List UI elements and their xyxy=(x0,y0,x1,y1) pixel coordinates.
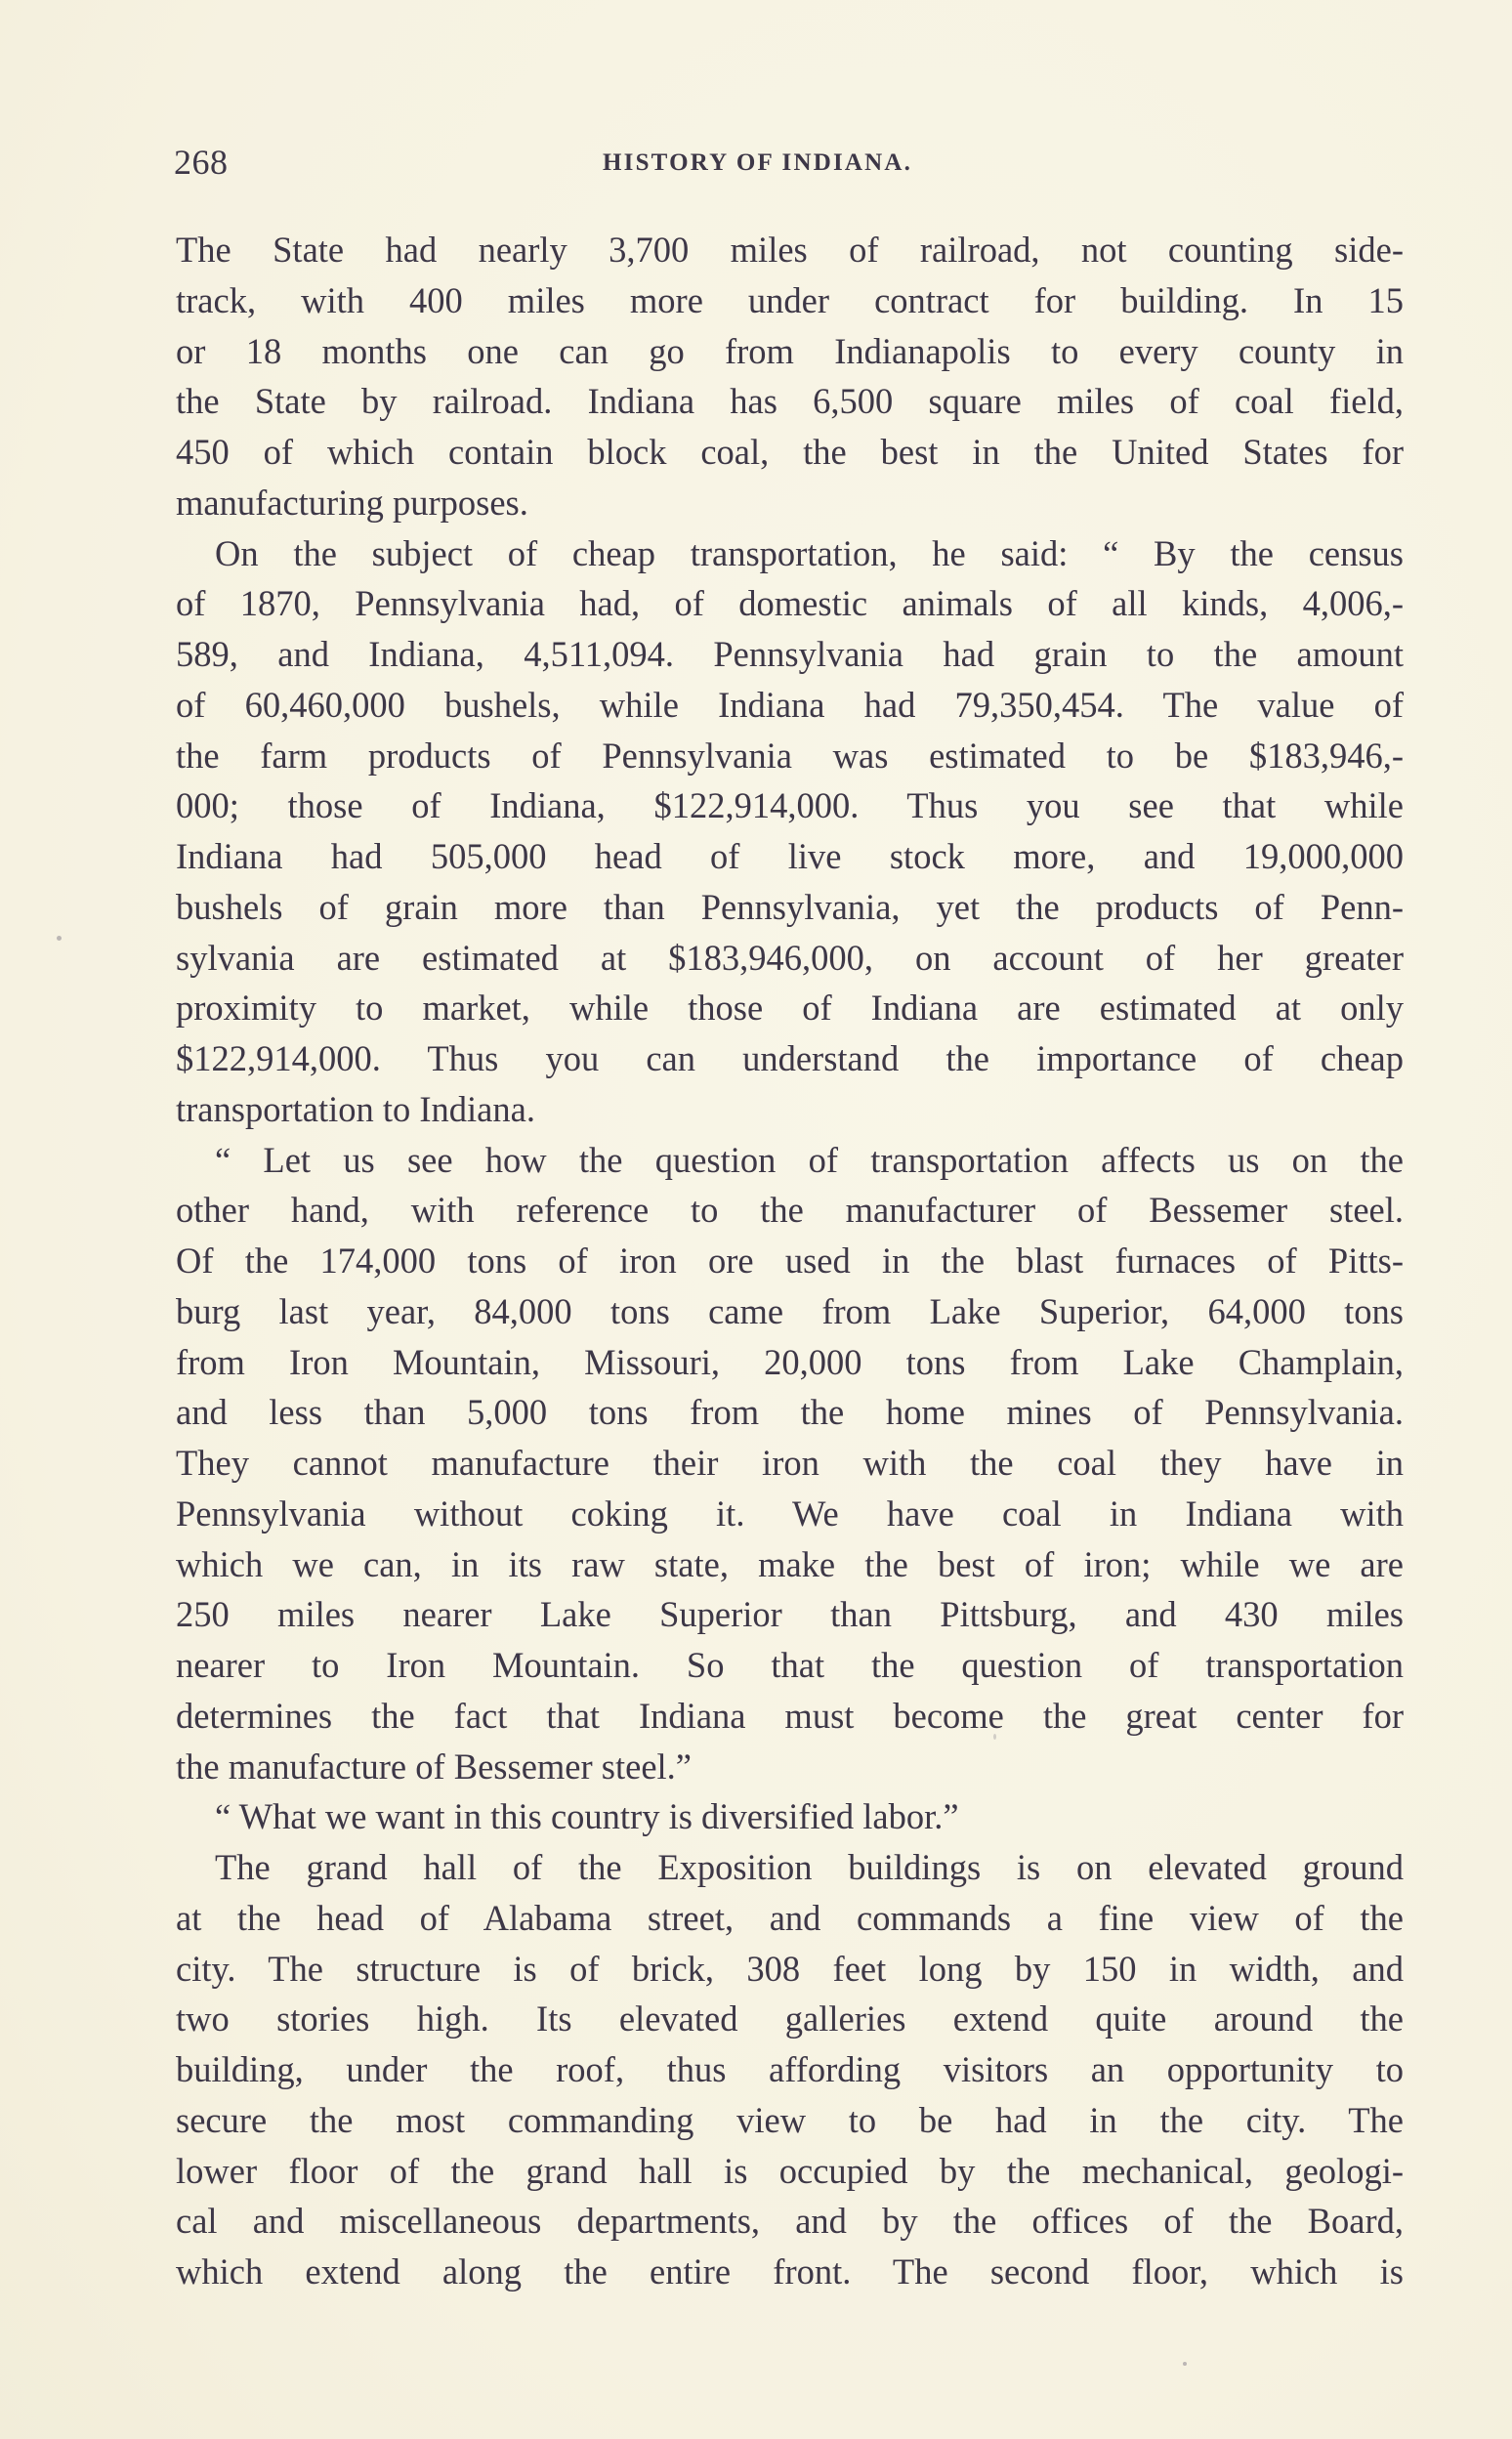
text-line: secure the most commanding view to be had in the city. The xyxy=(176,2099,1404,2140)
text-line: Of the 174,000 tons of iron ore used in the blast furnaces of Pitts- xyxy=(176,1241,1404,1281)
text-line: bushels of grain more than Pennsylvania, yet the products of Penn- xyxy=(176,886,1404,927)
text-line: building, under the roof, thus affording visitors an opportunity to xyxy=(176,2049,1404,2089)
text-line: The State had nearly 3,700 miles of railroad, not counting side- xyxy=(176,230,1404,270)
text-line: at the head of Alabama street, and commands a fine view of the xyxy=(176,1897,1404,1938)
text-line: track, with 400 miles more under contract for building. In 15 xyxy=(176,279,1404,320)
text-line: the farm products of Pennsylvania was estimated to be $183,946,- xyxy=(176,735,1404,776)
text-line: and less than 5,000 tons from the home mines of Pennsylvania. xyxy=(176,1392,1404,1433)
text-line: which extend along the entire front. The second floor, which is xyxy=(176,2251,1404,2292)
running-head: HISTORY OF INDIANA. xyxy=(603,149,913,176)
text-line: 589, and Indiana, 4,511,094. Pennsylvania had grain to the amount xyxy=(176,634,1404,674)
text-line: of 60,460,000 bushels, while Indiana had 79,350,454. The value of xyxy=(176,684,1404,725)
text-line: the manufacture of Bessemer steel.” xyxy=(176,1745,693,1787)
paper-speck xyxy=(57,936,62,941)
text-line: other hand, with reference to the manufacturer of Bessemer steel. xyxy=(176,1190,1404,1231)
text-line: $122,914,000. Thus you can understand the importance of cheap xyxy=(176,1038,1404,1078)
text-line: lower floor of the grand hall is occupied by the mechanical, geologi- xyxy=(176,2150,1404,2191)
text-line: manufacturing purposes. xyxy=(176,482,528,523)
text-line: “ What we want in this country is diversified labor.” xyxy=(215,1796,959,1837)
text-line: nearer to Iron Mountain. So that the question of transportation xyxy=(176,1645,1404,1685)
text-line: On the subject of cheap transportation, he said: “ By the census xyxy=(215,532,1404,573)
text-line: determines the fact that Indiana must become the great center for xyxy=(176,1695,1404,1736)
text-line: city. The structure is of brick, 308 feet long by 150 in width, and xyxy=(176,1948,1404,1989)
text-line: transportation to Indiana. xyxy=(176,1088,535,1129)
text-line: “ Let us see how the question of transportation affects us on the xyxy=(215,1139,1404,1180)
text-line: of 1870, Pennsylvania had, of domestic animals of all kinds, 4,006,- xyxy=(176,583,1404,624)
text-line: They cannot manufacture their iron with the coal they have in xyxy=(176,1443,1404,1483)
paper-speck xyxy=(993,1734,996,1740)
text-line: Pennsylvania without coking it. We have coal in Indiana with xyxy=(176,1493,1404,1534)
text-line: two stories high. Its elevated galleries extend quite around the xyxy=(176,1998,1404,2040)
text-line: proximity to market, while those of Indiana are estimated at only xyxy=(176,988,1404,1029)
text-line: cal and miscellaneous departments, and by the offices of the Board, xyxy=(176,2201,1404,2242)
text-line: which we can, in its raw state, make the best of iron; while we are xyxy=(176,1543,1404,1584)
text-line: from Iron Mountain, Missouri, 20,000 tons from Lake Champlain, xyxy=(176,1341,1404,1382)
paper-speck xyxy=(1183,2362,1187,2366)
text-line: The grand hall of the Exposition buildings is on elevated ground xyxy=(215,1847,1404,1887)
text-line: Indiana had 505,000 head of live stock more, and 19,000,000 xyxy=(176,836,1404,876)
page-number: 268 xyxy=(174,143,229,182)
text-line: sylvania are estimated at $183,946,000, on account of her greater xyxy=(176,937,1404,978)
text-line: 450 of which contain block coal, the best in the United States for xyxy=(176,432,1404,472)
text-line: 250 miles nearer Lake Superior than Pittsburg, and 430 miles xyxy=(176,1594,1404,1635)
text-line: or 18 months one can go from Indianapolis to every county in xyxy=(176,330,1404,371)
text-line: burg last year, 84,000 tons came from Lake Superior, 64,000 tons xyxy=(176,1290,1404,1331)
text-line: the State by railroad. Indiana has 6,500 square miles of coal field, xyxy=(176,381,1404,422)
text-line: 000; those of Indiana, $122,914,000. Thus you see that while xyxy=(176,785,1404,826)
